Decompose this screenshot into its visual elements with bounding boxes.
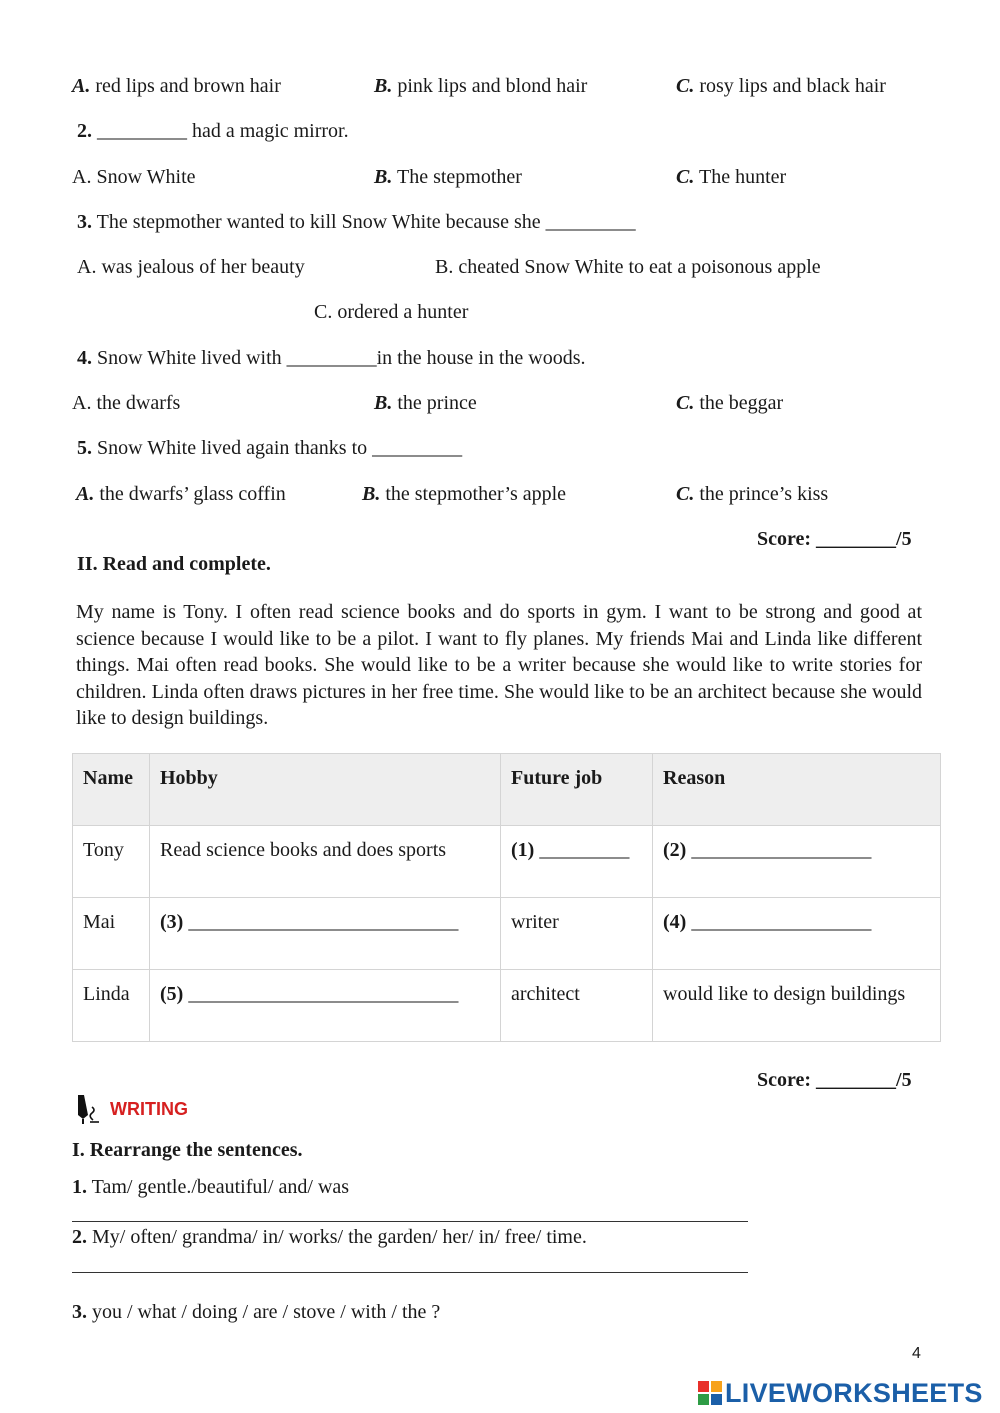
section-heading-read-complete: II. Read and complete. bbox=[77, 553, 271, 575]
reading-passage: My name is Tony. I often read science books and do sports in gym. I want to be strong and good at science because I would like to be a pilot. I want to fly planes. My friends Mai and Linda like different things. Mai often read books. She would like to be a writer because she would like to write stories for children. Linda often draws pictures in her free time. She would like to be an architect because she would like to design buildings. bbox=[76, 601, 922, 730]
blank-number: (3) bbox=[160, 911, 184, 933]
question-5 bbox=[77, 436, 462, 460]
option-text: pink lips and blond hair bbox=[397, 75, 588, 97]
option-letter: A. bbox=[72, 75, 91, 97]
info-table bbox=[72, 753, 941, 1042]
blank-number: (1) bbox=[511, 839, 535, 861]
cell-name: Tony bbox=[73, 826, 150, 898]
question-number: 5. bbox=[77, 437, 92, 459]
cell-job: architect bbox=[501, 970, 653, 1042]
blank: __________________ bbox=[686, 911, 872, 933]
score-reading: Score: ________/5 bbox=[757, 528, 912, 550]
question-number: 4. bbox=[77, 347, 92, 369]
cell-hobby[interactable] bbox=[150, 970, 501, 1042]
q2-option-a bbox=[72, 165, 196, 189]
option-text: the prince’s kiss bbox=[699, 483, 829, 505]
q1-option-b bbox=[374, 74, 587, 98]
header-future-job: Future job bbox=[501, 754, 653, 826]
writing-label: WRITING bbox=[110, 1098, 188, 1119]
option-letter: B. bbox=[362, 483, 381, 505]
cell-name: Linda bbox=[73, 970, 150, 1042]
option-letter: B. bbox=[374, 392, 393, 414]
question-text: The stepmother wanted to kill Snow White because she _________ bbox=[96, 211, 636, 233]
writing-section-header bbox=[72, 1092, 188, 1126]
score-read-complete: Score: ________/5 bbox=[757, 1069, 912, 1091]
option-letter: C. bbox=[676, 166, 695, 188]
item-number: 2. bbox=[72, 1226, 87, 1248]
q5-option-c bbox=[676, 482, 828, 506]
blank: __________________ bbox=[686, 839, 872, 861]
option-text: A. was jealous of her beauty bbox=[77, 256, 305, 278]
q5-option-a bbox=[76, 482, 286, 506]
option-text: B. cheated Snow White to eat a poisonous apple bbox=[435, 256, 821, 278]
table-row bbox=[73, 898, 941, 970]
blank-number: (2) bbox=[663, 839, 687, 861]
cell-job[interactable] bbox=[501, 826, 653, 898]
q3-option-b bbox=[435, 255, 821, 279]
question-number: 3. bbox=[77, 211, 92, 233]
option-text: A. Snow White bbox=[72, 166, 196, 188]
q2-option-b bbox=[374, 165, 522, 189]
item-number: 3. bbox=[72, 1301, 87, 1323]
blank: ___________________________ bbox=[183, 911, 459, 933]
cell-reason[interactable] bbox=[653, 826, 941, 898]
answer-line[interactable] bbox=[72, 1272, 748, 1273]
q1-option-a bbox=[72, 74, 281, 98]
option-letter: B. bbox=[374, 166, 393, 188]
question-number: 2. bbox=[77, 120, 92, 142]
q1-option-c bbox=[676, 74, 886, 98]
option-text: the prince bbox=[397, 392, 477, 414]
option-text: A. the dwarfs bbox=[72, 392, 181, 414]
q3-option-a bbox=[77, 255, 305, 279]
cell-reason: would like to design buildings bbox=[653, 970, 941, 1042]
question-text: Snow White lived with _________in the house in the woods. bbox=[97, 347, 586, 369]
rearrange-item-2 bbox=[72, 1225, 587, 1249]
option-text: The stepmother bbox=[396, 166, 522, 188]
table-header-row bbox=[73, 754, 941, 826]
q3-option-c bbox=[314, 300, 468, 324]
header-reason: Reason bbox=[653, 754, 941, 826]
question-2 bbox=[77, 119, 349, 143]
item-text: Tam/ gentle./beautiful/ and/ was bbox=[91, 1176, 350, 1198]
blank-number: (5) bbox=[160, 983, 184, 1005]
page-number: 4 bbox=[912, 1345, 921, 1362]
blank: ___________________________ bbox=[183, 983, 459, 1005]
pen-icon bbox=[72, 1093, 102, 1125]
option-letter: C. bbox=[676, 483, 695, 505]
q4-option-a bbox=[72, 391, 180, 415]
blank-number: (4) bbox=[663, 911, 687, 933]
cell-name: Mai bbox=[73, 898, 150, 970]
section-heading-rearrange: I. Rearrange the sentences. bbox=[72, 1139, 303, 1161]
option-letter: B. bbox=[374, 75, 393, 97]
blank: _________ bbox=[534, 839, 630, 861]
option-text: the dwarfs’ glass coffin bbox=[99, 483, 286, 505]
rearrange-item-1 bbox=[72, 1175, 349, 1199]
question-4 bbox=[77, 346, 586, 370]
header-hobby: Hobby bbox=[150, 754, 501, 826]
brand-name: LIVEWORKSHEETS bbox=[725, 1377, 983, 1408]
item-text: you / what / doing / are / stove / with / the ? bbox=[92, 1301, 441, 1323]
liveworksheets-logo-icon bbox=[698, 1381, 722, 1405]
option-text: rosy lips and black hair bbox=[699, 75, 886, 97]
option-letter: C. bbox=[676, 392, 695, 414]
item-number: 1. bbox=[72, 1176, 87, 1198]
q4-option-c bbox=[676, 391, 783, 415]
question-text: _________ had a magic mirror. bbox=[97, 120, 349, 142]
cell-hobby[interactable] bbox=[150, 898, 501, 970]
option-text: C. ordered a hunter bbox=[314, 301, 469, 323]
item-text: My/ often/ grandma/ in/ works/ the garden/ her/ in/ free/ time. bbox=[92, 1226, 587, 1248]
question-3 bbox=[77, 210, 636, 234]
q4-option-b bbox=[374, 391, 477, 415]
header-name: Name bbox=[73, 754, 150, 826]
table-row bbox=[73, 826, 941, 898]
rearrange-item-3 bbox=[72, 1300, 440, 1324]
option-text: the stepmother’s apple bbox=[385, 483, 567, 505]
option-letter: C. bbox=[676, 75, 695, 97]
brand-logo[interactable] bbox=[698, 1378, 983, 1408]
cell-job: writer bbox=[501, 898, 653, 970]
q2-option-c bbox=[676, 165, 786, 189]
option-text: The hunter bbox=[698, 166, 787, 188]
question-text: Snow White lived again thanks to _________ bbox=[97, 437, 463, 459]
option-text: red lips and brown hair bbox=[95, 75, 281, 97]
cell-reason[interactable] bbox=[653, 898, 941, 970]
cell-hobby: Read science books and does sports bbox=[150, 826, 501, 898]
option-letter: A. bbox=[76, 483, 95, 505]
option-text: the beggar bbox=[699, 392, 784, 414]
answer-line[interactable] bbox=[72, 1221, 748, 1222]
q5-option-b bbox=[362, 482, 566, 506]
table-row bbox=[73, 970, 941, 1042]
